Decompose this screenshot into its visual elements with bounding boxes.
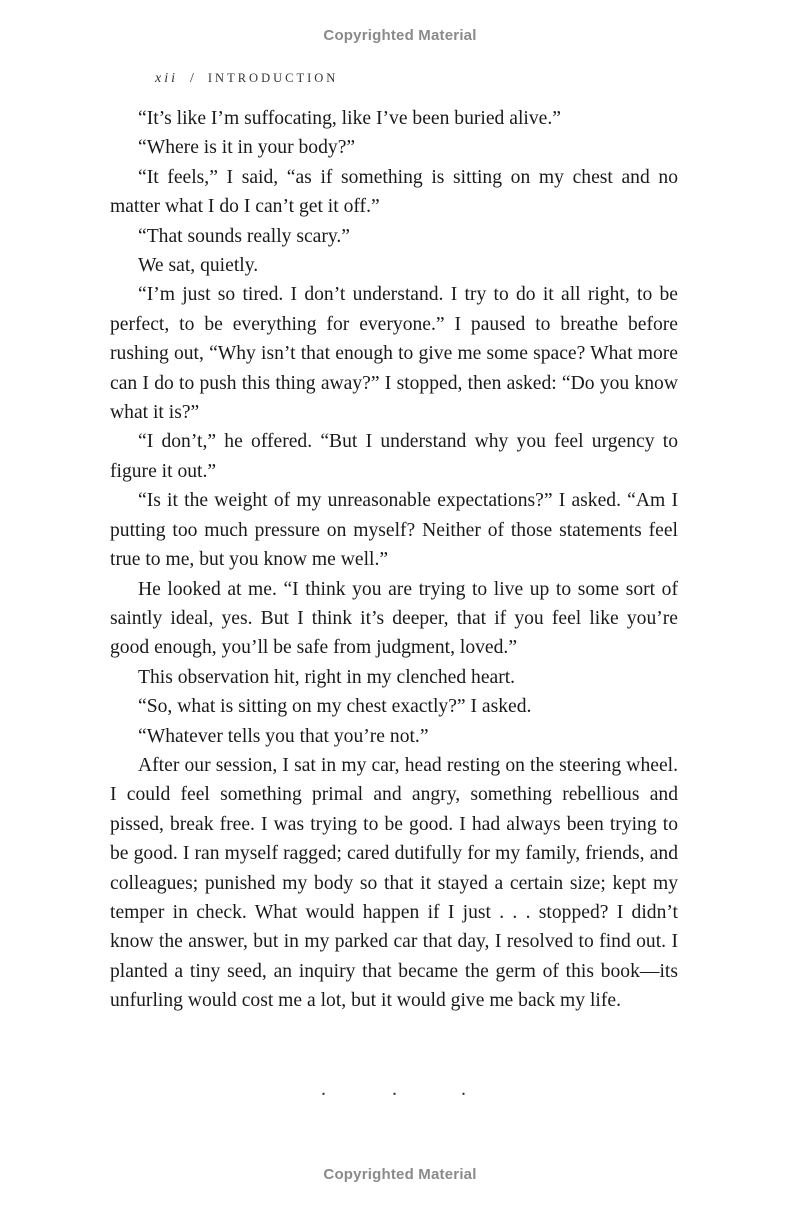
paragraph: “Where is it in your body?” [138,137,356,159]
paragraph: “It feels,” I said, “as if something is sitting on my chest and no matter what I do I can’t get it off.” [110,166,678,218]
paragraph: After our session, I sat in my car, head resting on the steering wheel. I could feel something primal and angry, something rebellious and pissed, break free. I was trying to be good. I had always been trying to be good. I ran myself ragged; cared dutifully for my family, friends, and colleagues; punished my body so that it stayed a certain size; kept my temper in check. What would happen if I just . . . stopped? I didn’t know the answer, but in my parked car that day, I resolved to find out. I planted a tiny seed, an inquiry that became the germ of this book—its unfurling would cost me a lot, but it would give me back my life. [110,754,678,1012]
paragraph: “I don’t,” he offered. “But I understand why you feel urgency to figure it out.” [110,431,678,482]
running-head-separator: / [190,71,194,86]
section-break-dot: . [321,1078,326,1100]
paragraph: “Is it the weight of my unreasonable expectations?” I asked. “Am I putting too much pressure on myself? Neither of those statements feel true to me, but you know me well.” [110,490,678,571]
body-text [110,104,678,1016]
paragraph: He looked at me. “I think you are trying to live up to some sort of saintly ideal, yes. But I think it’s deeper, that if you feel like you’re good enough, you’ll be safe from judgment, loved.” [110,578,678,659]
paragraph: “That sounds really scary.” [138,225,351,247]
section-title: INTRODUCTION [207,71,339,85]
copyright-watermark-top: Copyrighted Material [323,27,477,44]
running-head [155,71,338,87]
copyright-watermark-bottom: Copyrighted Material [323,1166,477,1183]
paragraph: We sat, quietly. [138,255,259,277]
paragraph: “It’s like I’m suffocating, like I’ve been buried alive.” [138,108,561,129]
page-number: xii [155,71,178,86]
paragraph: “So, what is sitting on my chest exactly?” I asked. [138,696,532,718]
paragraph: “Whatever tells you that you’re not.” [138,725,429,747]
section-break-dot: . [392,1078,397,1100]
paragraph: “I’m just so tired. I don’t understand. I try to do it all right, to be perfect, to be everything for everyone.” I paused to breathe before rushing out, “Why isn’t that enough to give me some space? What more can I do to push this thing away?” I stopped, then asked: “Do you know what it is?” [110,284,678,424]
paragraph: This observation hit, right in my clenched heart. [138,666,516,688]
section-break-dot: . [461,1078,466,1100]
